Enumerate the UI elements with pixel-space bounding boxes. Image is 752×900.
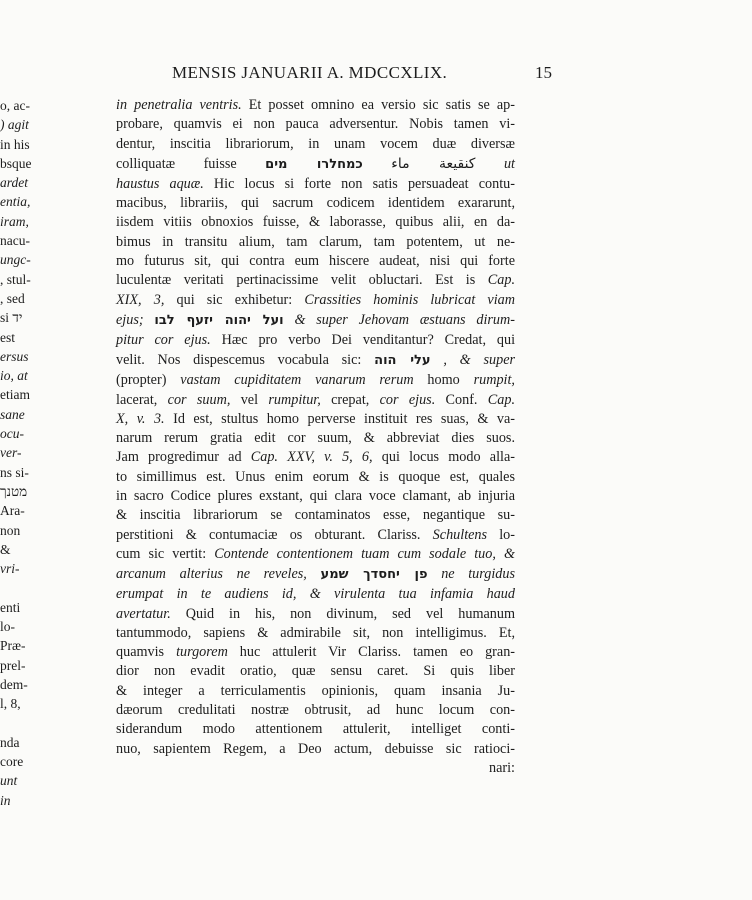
page-header xyxy=(172,63,552,85)
text-span: rumpitur, xyxy=(268,391,321,408)
catchword: nari: xyxy=(489,759,515,776)
margin-fragment: lo- xyxy=(0,619,15,635)
text-line xyxy=(116,526,515,545)
text-span: homo xyxy=(413,372,474,389)
text-line: iisdem vitiis obnoxios fuisse, & laborasse, quibus alii, en da- xyxy=(116,214,515,231)
text-span: & super Jehovam æstuans dirum- xyxy=(294,311,515,328)
text-span: Cap. XXV, v. 5, 6, xyxy=(250,449,373,466)
text-line: & inscitia librariorum se contaminatos esse, negantique su- xyxy=(116,507,515,524)
running-title: MENSIS JANUARII A. MDCCXLIX. xyxy=(172,63,448,82)
margin-fragment: , stul- xyxy=(0,271,31,287)
margin-fragment: ersus xyxy=(0,348,29,364)
margin-fragment: l, 8, xyxy=(0,696,21,712)
text-line xyxy=(116,291,515,310)
text-span: rumpit, xyxy=(473,372,515,389)
margin-fragment: core xyxy=(0,754,24,770)
margin-fragment: ) agit xyxy=(0,117,29,133)
text-span: Jam progredimur ad xyxy=(116,449,251,466)
margin-fragment: nda xyxy=(0,734,20,750)
text-span: cor suum, xyxy=(167,391,231,408)
text-span: ne turgidus xyxy=(441,566,516,583)
text-span: turgorem xyxy=(176,644,228,661)
text-span: Contende contentionem tuam cum sodale tuo, & xyxy=(214,545,515,562)
margin-fragment: in his xyxy=(0,136,30,152)
margin-fragment: si יד xyxy=(0,310,23,326)
text-span: Cap. xyxy=(487,391,515,408)
text-line: narum rerum gratia edit cor suum, & abbreviat dies suos. xyxy=(116,430,515,447)
text-span: vastam cupiditatem vanarum rerum xyxy=(180,372,414,389)
margin-fragment: o, ac- xyxy=(0,98,30,113)
text-line: probare, quamvis ei non pauca adversentur. Nobis tamen vi- xyxy=(116,116,515,133)
left-margin-fragments xyxy=(0,96,44,810)
text-span: pitur cor ejus. xyxy=(116,331,211,348)
margin-fragment: ardet xyxy=(0,175,28,191)
text-span: in penetralia ventris. xyxy=(116,97,242,113)
margin-fragment: vri- xyxy=(0,561,20,577)
text-span: haustus aquæ. xyxy=(116,175,204,192)
margin-fragment: entia, xyxy=(0,194,31,210)
margin-fragment xyxy=(0,714,44,733)
text-span: perstitioni & contumaciæ os obturant. Clariss. xyxy=(116,526,433,543)
text-line: bimus in transitu alium, tam clarum, tam potentem, ut ne- xyxy=(116,233,515,250)
text-line: macibus, librariis, qui sacrum codicem identidem exararunt, xyxy=(116,195,515,212)
main-text-block xyxy=(116,96,515,778)
text-span: cor ejus. xyxy=(379,391,436,408)
text-span: ut xyxy=(503,155,515,172)
arabic-text: كنقيعة ماء xyxy=(391,155,476,172)
text-line xyxy=(116,643,515,662)
hebrew-text: פן יחסדך שמע xyxy=(320,567,428,583)
text-line xyxy=(116,545,515,564)
text-line: dæorum credulitati nostræ obtrusit, ad hunc locum con- xyxy=(116,702,515,719)
text-line xyxy=(116,350,515,371)
text-span: Hic locus si forte non satis persuadeat contu- xyxy=(203,175,515,192)
text-span: avertatur. xyxy=(116,605,171,622)
text-span: Quid in his, non divinum, sed vel humanum xyxy=(170,605,515,622)
text-line xyxy=(116,585,515,604)
margin-fragment: etiam xyxy=(0,387,30,403)
text-line xyxy=(116,96,515,115)
margin-fragment: ungc- xyxy=(0,252,31,268)
text-span: (propter) xyxy=(116,372,181,389)
margin-fragment: nacu- xyxy=(0,233,30,249)
margin-fragment: est xyxy=(0,329,15,345)
text-line xyxy=(116,271,515,290)
margin-fragment xyxy=(0,578,44,597)
margin-fragment: Ara- xyxy=(0,503,25,519)
margin-fragment: ocu- xyxy=(0,426,24,442)
text-line xyxy=(116,448,515,467)
margin-fragment: in xyxy=(0,792,11,808)
margin-fragment: , sed xyxy=(0,290,25,306)
text-line: nuo, sapientem Regem, a Deo actum, debuisse sic ratioci- xyxy=(116,740,515,757)
margin-fragment: & xyxy=(0,541,11,557)
text-span: erumpat in te audiens id, & virulenta tua infamia haud xyxy=(116,586,515,603)
hebrew-text: עלי הוה xyxy=(374,353,431,369)
text-line: dentur, inscitia librariorum, in unam vocem duæ diversæ xyxy=(116,135,515,152)
text-span: ejus; xyxy=(116,311,144,328)
text-span: Schultens xyxy=(432,526,488,543)
hebrew-text: כמחלרו מים xyxy=(265,156,363,172)
text-span: arcanum alterius ne reveles, xyxy=(116,566,307,583)
text-span: qui locus modo alla- xyxy=(372,449,515,466)
margin-fragment: iram, xyxy=(0,213,29,229)
text-line xyxy=(116,564,515,585)
text-span: Cap. xyxy=(487,272,515,289)
margin-fragment: ns si- xyxy=(0,464,29,480)
text-span: colliquatæ fuisse xyxy=(116,155,266,172)
text-line xyxy=(116,391,515,410)
text-span: Id est, stultus homo perverse instituit res suas, & va- xyxy=(164,410,515,427)
text-line: siderandum modo attentionem attulerit, intelliget conti- xyxy=(116,721,515,738)
margin-fragment: prel- xyxy=(0,657,26,673)
margin-fragment: Præ- xyxy=(0,638,26,654)
margin-fragment: bsque xyxy=(0,155,32,171)
margin-fragment: sane xyxy=(0,406,25,422)
text-span: qui sic exhibetur: xyxy=(164,291,305,308)
text-line xyxy=(116,371,515,390)
text-span: XIX, 3, xyxy=(116,291,165,308)
text-line: dior non evadit oratio, quæ sensu caret. Si quis liber xyxy=(116,663,515,680)
text-line xyxy=(116,175,515,194)
margin-fragment: dem- xyxy=(0,676,28,692)
text-span: quamvis xyxy=(116,644,177,661)
text-span: X, v. 3. xyxy=(116,410,165,427)
text-span: huc attulerit Vir Clariss. tamen eo gran- xyxy=(227,644,516,661)
margin-fragment: non xyxy=(0,522,21,538)
text-line: mo futurus sit, qui contra eum hiscere audeat, nisi qui forte xyxy=(116,253,515,270)
text-line xyxy=(116,310,515,331)
text-span: Conf. xyxy=(435,391,488,408)
text-span: crepat, xyxy=(320,391,380,408)
text-span: Hæc pro verbo Dei venditantur? Credat, qui xyxy=(210,331,516,348)
text-line: tantummodo, sapiens & admirabile sit, non intelligimus. Et, xyxy=(116,624,515,641)
hebrew-text: ועל יהוה יזעף לבו xyxy=(154,312,284,328)
text-line xyxy=(116,410,515,429)
text-span: , & super xyxy=(443,352,516,369)
margin-fragment: unt xyxy=(0,773,18,789)
text-span: vel xyxy=(230,391,269,408)
text-span: velit. Nos dispescemus vocabula sic: xyxy=(116,352,375,369)
text-line xyxy=(116,605,515,624)
text-line: & integer a terriculamentis opinionis, quam insania Ju- xyxy=(116,682,515,699)
text-line: to simillimus est. Unus enim eorum & is quoque est, quales xyxy=(116,468,515,485)
text-line xyxy=(116,331,515,350)
margin-fragment: מטנך xyxy=(0,483,28,499)
text-span: Crassities hominis lubricat viam xyxy=(304,291,515,308)
text-span: lo- xyxy=(487,526,515,543)
page-number: 15 xyxy=(535,63,552,82)
text-line xyxy=(116,154,515,175)
text-span: cum sic vertit: xyxy=(116,545,215,562)
text-line: in sacro Codice plures exstant, qui clara voce clamant, ab injuria xyxy=(116,488,515,505)
margin-fragment: io, at xyxy=(0,368,28,384)
margin-fragment: ver- xyxy=(0,445,22,461)
text-span: lacerat, xyxy=(116,391,168,408)
margin-fragment: enti xyxy=(0,599,21,615)
text-span: luculentæ veritati pertinacissime velit obluctari. Est is xyxy=(116,272,488,289)
text-span: Et posset omnino ea versio sic satis se ap- xyxy=(241,97,515,113)
